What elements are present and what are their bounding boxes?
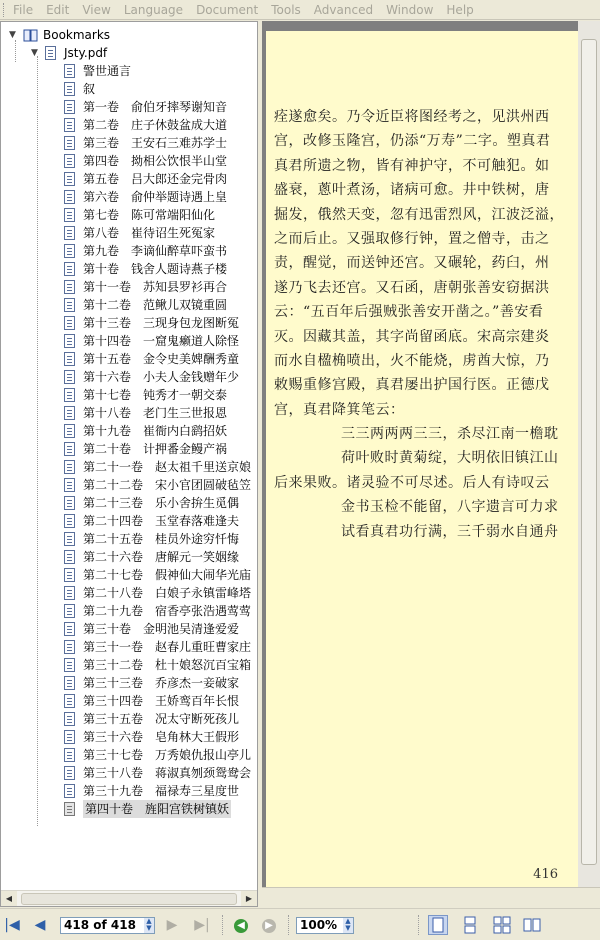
bookmark-item[interactable]	[1, 494, 257, 512]
bookmark-page-icon	[64, 604, 75, 618]
bookmark-item[interactable]	[1, 62, 257, 80]
bookmark-page-icon	[64, 622, 75, 636]
spin-icon[interactable]: ▲ ▼	[144, 918, 154, 933]
bookmark-label: 第十四卷 一窟鬼癞道人除怪	[83, 334, 240, 348]
bookmark-item[interactable]	[1, 800, 257, 818]
bookmark-item[interactable]	[1, 242, 257, 260]
menu-file[interactable]: File	[13, 2, 34, 17]
bookmark-page-icon	[64, 262, 75, 276]
bookmark-page-icon	[64, 514, 75, 528]
pdf-file-icon	[45, 46, 56, 60]
zoom-field[interactable]	[296, 917, 354, 934]
bookmark-page-icon	[64, 208, 75, 222]
text-line: 之而后止。又强取修行钟，置之僧寺，击之	[274, 230, 550, 247]
toolbar-separator	[222, 915, 224, 935]
poem-line: 试看真君功行满，三千弱水自通舟	[341, 523, 559, 540]
pdf-file-node[interactable]	[1, 44, 257, 62]
bookmark-item[interactable]	[1, 188, 257, 206]
collapse-icon[interactable]: ▼	[9, 30, 16, 40]
bookmark-page-icon	[64, 442, 75, 456]
menu-bar	[0, 0, 600, 20]
bookmarks-icon	[23, 29, 39, 42]
bookmark-page-icon	[64, 352, 75, 366]
bookmark-page-icon	[64, 136, 75, 150]
text-line: 掘发，俄然天变，忽有迅雷烈风，江波泛溢，	[274, 206, 564, 223]
menu-window[interactable]: Window	[386, 2, 434, 17]
bookmark-page-icon	[64, 748, 75, 762]
poem-line: 三三两两两三三，杀尽江南一檐耽	[341, 426, 559, 443]
text-line: 遂乃飞去还宫。又石函，唐朝张善安窃据洪	[274, 279, 550, 296]
menu-tools[interactable]: Tools	[271, 2, 301, 17]
facing-view-icon[interactable]	[492, 915, 512, 935]
bookmark-page-icon	[64, 190, 75, 204]
text-line: 宫，改修玉隆宫，仍添“万寿”二字。塑真君	[274, 133, 551, 150]
document-vertical-scrollbar[interactable]	[578, 21, 600, 887]
poem-line: 金书玉检不能留，八字遗言可力求	[341, 499, 559, 516]
bookmark-item[interactable]	[1, 782, 257, 800]
bookmark-item[interactable]	[1, 728, 257, 746]
single-page-view-icon[interactable]	[428, 915, 448, 935]
scroll-left-icon[interactable]: ◀	[1, 891, 17, 906]
spin-icon[interactable]: ▲ ▼	[343, 918, 353, 933]
bookmark-label: 第十九卷 崔衙内白鹞招妖	[83, 424, 228, 438]
previous-page-icon[interactable]: ◀	[34, 917, 46, 933]
bookmark-page-icon	[64, 478, 75, 492]
bookmark-label: 叙	[83, 82, 96, 96]
bookmark-page-icon	[64, 82, 75, 96]
menu-view[interactable]: View	[82, 2, 111, 17]
last-page-icon[interactable]: ▶|	[194, 917, 210, 933]
bookmark-label: 第三十八卷 蒋淑真刎颈鸳鸯会	[83, 766, 252, 780]
navigation-toolbar	[0, 908, 600, 940]
text-line: 责，醒觉，而送钟还宫。又碾轮，药臼，州	[274, 255, 550, 272]
bookmark-item[interactable]	[1, 584, 257, 602]
text-line: 而水自楹桷喷出，火不能烧，虏酋大惊，乃	[274, 352, 550, 369]
bookmark-label: 第四卷 拗相公饮恨半山堂	[83, 154, 228, 168]
menu-advanced[interactable]: Advanced	[313, 2, 374, 17]
bookmark-label: 第二十卷 计押番金鳗产祸	[83, 442, 228, 456]
bookmark-item[interactable]	[1, 80, 257, 98]
text-line: 云：“五百年后强贼张善安开凿之。”善安看	[274, 304, 544, 321]
toolbar-separator	[288, 915, 290, 935]
bookmark-label: 第七卷 陈可常端阳仙化	[83, 208, 216, 222]
bookmark-item[interactable]	[1, 368, 257, 386]
pdf-file-label: Jsty.pdf	[64, 46, 108, 60]
poem-line: 荷叶败时黄菊绽，大明依旧镇江山	[341, 450, 559, 467]
bookmark-page-icon	[64, 532, 75, 546]
bookmark-page-icon	[64, 460, 75, 474]
menu-language[interactable]: Language	[123, 2, 184, 17]
bookmark-label: 第六卷 俞仲举题诗遇上皇	[83, 190, 228, 204]
bookmarks-root-label: Bookmarks	[43, 28, 111, 42]
bookmark-item[interactable]	[1, 512, 257, 530]
bookmark-page-icon	[64, 658, 75, 672]
bookmark-label: 第十二卷 范鳅儿双镜重圆	[83, 298, 228, 312]
bookmark-page-icon	[64, 118, 75, 132]
bookmark-label: 第十一卷 苏知县罗衫再合	[83, 280, 228, 294]
page-text	[274, 105, 594, 544]
bookmark-page-icon	[64, 640, 75, 654]
bookmark-page-icon	[64, 154, 75, 168]
bookmark-item[interactable]	[1, 278, 257, 296]
bookmark-item[interactable]	[1, 530, 257, 548]
toolbar-separator	[418, 915, 420, 935]
bookmark-page-icon	[64, 766, 75, 780]
bookmark-item[interactable]	[1, 764, 257, 782]
bookmark-page-icon	[64, 730, 75, 744]
zoom-value: 100%	[300, 918, 338, 932]
bookmark-page-icon	[64, 316, 75, 330]
text-line: 真君所遗之物，皆有神护守，不可触犯。如	[274, 157, 550, 174]
bookmark-page-icon	[64, 388, 75, 402]
bookmark-label: 警世通言	[83, 64, 132, 78]
bookmark-page-icon	[64, 298, 75, 312]
bookmark-item[interactable]	[1, 134, 257, 152]
bookmark-page-icon	[64, 172, 75, 186]
page-number-field[interactable]	[60, 917, 155, 934]
bookmark-label: 第三十四卷 王娇鸾百年长恨	[83, 694, 240, 708]
bookmark-label: 第十卷 钱舍人题诗燕子楼	[83, 262, 228, 276]
bookmark-item[interactable]	[1, 296, 257, 314]
bookmark-item[interactable]	[1, 314, 257, 332]
text-line: 痊遂愈矣。乃令近臣将图经考之，见洪州西	[274, 109, 550, 125]
bookmark-page-icon	[64, 100, 75, 114]
bookmark-page-icon	[64, 370, 75, 384]
bookmark-page-icon	[64, 586, 75, 600]
bookmark-item[interactable]	[1, 656, 257, 674]
bookmark-page-icon	[64, 694, 75, 708]
bookmark-label: 第二十七卷 假神仙大闹华光庙	[83, 568, 252, 582]
bookmark-label: 第三卷 王安石三难苏学士	[83, 136, 228, 150]
page-number: 416	[533, 867, 558, 882]
bookmark-label: 第二十二卷 宋小官团圆破毡笠	[83, 478, 252, 492]
text-line: 敕赐重修宫殿，真君屡出护国行医。正德戊	[274, 377, 550, 394]
collapse-icon[interactable]: ▼	[31, 48, 38, 58]
bookmark-page-icon	[64, 550, 75, 564]
bookmark-page-icon	[64, 568, 75, 582]
bookmark-label: 第二十一卷 赵太祖千里送京娘	[83, 460, 252, 474]
bookmarks-tree	[1, 26, 257, 894]
scrollbar-thumb[interactable]	[581, 39, 597, 865]
bookmark-label: 第三十六卷 皂角林大王假形	[83, 730, 240, 744]
bookmark-label: 第二十四卷 玉堂春落难逢夫	[83, 514, 240, 528]
bookmark-item[interactable]	[1, 224, 257, 242]
bookmark-page-icon	[64, 676, 75, 690]
bookmark-page-icon	[64, 334, 75, 348]
bookmark-page-icon	[64, 784, 75, 798]
bookmark-page-icon	[64, 226, 75, 240]
first-page-icon[interactable]: |◀	[4, 917, 20, 933]
bookmark-label: 第十三卷 三现身包龙图断冤	[83, 316, 240, 330]
bookmark-label: 第四十卷 旌阳宫铁树镇妖	[85, 802, 230, 816]
continuous-view-icon[interactable]	[460, 915, 480, 935]
bookmark-item[interactable]	[1, 620, 257, 638]
bookmark-item[interactable]	[1, 692, 257, 710]
bookmark-item[interactable]	[1, 404, 257, 422]
bookmark-label: 第二十六卷 唐解元一笑姻缘	[83, 550, 240, 564]
bookmark-label: 第二十三卷 乐小舍拚生觅偶	[83, 496, 240, 510]
bookmark-item[interactable]	[1, 458, 257, 476]
bookmark-page-icon	[64, 712, 75, 726]
bookmark-page-icon	[64, 244, 75, 258]
bookmark-item[interactable]	[1, 422, 257, 440]
bookmark-item[interactable]	[1, 566, 257, 584]
bookmark-page-icon	[64, 496, 75, 510]
bookmark-label: 第十五卷 金令史美婢酬秀童	[83, 352, 240, 366]
bookmark-item[interactable]	[1, 206, 257, 224]
bookmark-item[interactable]	[1, 602, 257, 620]
bookmark-label: 第十八卷 老门生三世报恩	[83, 406, 228, 420]
bookmark-item[interactable]	[1, 332, 257, 350]
bookmark-item[interactable]	[1, 674, 257, 692]
page-number-value: 418 of 418	[64, 918, 136, 932]
bookmark-page-icon	[64, 406, 75, 420]
bookmark-list	[1, 62, 257, 818]
menu-document[interactable]: Document	[196, 2, 259, 17]
next-page-icon[interactable]: ▶	[166, 917, 178, 933]
bookmark-label: 第二十八卷 白娘子永镇雷峰塔	[83, 586, 252, 600]
menu-edit[interactable]: Edit	[46, 2, 70, 17]
bookmark-label: 第三十卷 金明池吴清逢爱爱	[83, 622, 240, 636]
bookmark-label: 第十七卷 钝秀才一朝交泰	[83, 388, 228, 402]
scroll-right-icon[interactable]: ▶	[241, 891, 257, 906]
bookmark-item[interactable]	[1, 98, 257, 116]
bookmark-item[interactable]	[1, 440, 257, 458]
scrollbar-thumb[interactable]	[21, 893, 237, 905]
bookmark-item[interactable]	[1, 152, 257, 170]
bookmarks-panel	[0, 21, 258, 907]
bookmark-label: 第二十五卷 桂员外途穷忏悔	[83, 532, 240, 546]
pdf-page[interactable]	[266, 31, 587, 888]
bookmarks-horizontal-scrollbar[interactable]	[1, 890, 257, 906]
bookmark-label: 第五卷 吕大郎还金完骨肉	[83, 172, 228, 186]
back-icon[interactable]: ◀	[234, 919, 248, 933]
bookmark-label: 第九卷 李谪仙醉草吓蛮书	[83, 244, 228, 258]
bookmarks-root[interactable]	[1, 26, 257, 44]
bookmark-label: 第三十七卷 万秀娘仇报山亭儿	[83, 748, 252, 762]
bookmark-item[interactable]	[1, 710, 257, 728]
bookmark-label: 第三十一卷 赵春儿重旺曹家庄	[83, 640, 252, 654]
bookmark-label: 第十六卷 小夫人金钱赠年少	[83, 370, 240, 384]
bookmark-item[interactable]	[1, 350, 257, 368]
bookmark-page-icon	[64, 64, 75, 78]
document-view[interactable]	[262, 21, 600, 907]
bookmark-item[interactable]	[1, 116, 257, 134]
bookmark-label: 第三十二卷 杜十娘怒沉百宝箱	[83, 658, 252, 672]
bookmark-item[interactable]	[1, 476, 257, 494]
continuous-facing-view-icon[interactable]	[522, 915, 542, 935]
bookmark-label: 第三十五卷 况太守断死孩儿	[83, 712, 240, 726]
bookmark-page-icon	[64, 424, 75, 438]
text-line: 宫，真君降箕笔云：	[274, 401, 405, 418]
bookmark-label: 第二卷 庄子休鼓盆成大道	[83, 118, 228, 132]
forward-icon[interactable]: ▶	[262, 919, 276, 933]
bookmark-item[interactable]	[1, 386, 257, 404]
bookmark-label: 第二十九卷 宿香亭张浩遇莺莺	[83, 604, 252, 618]
text-line: 盛衰，蔥叶煮汤，诸病可愈。井中铁树，唐	[274, 182, 550, 199]
bookmark-label: 第一卷 俞伯牙摔琴谢知音	[83, 100, 228, 114]
bookmark-item[interactable]	[1, 638, 257, 656]
bookmark-label: 第三十三卷 乔彦杰一妾破家	[83, 676, 240, 690]
bookmark-item[interactable]	[1, 170, 257, 188]
bookmark-label: 第八卷 崔待诏生死冤家	[83, 226, 216, 240]
bookmark-item[interactable]	[1, 548, 257, 566]
bookmark-page-icon	[64, 280, 75, 294]
text-line: 后来果败。诸灵验不可尽述。后人有诗叹云	[274, 474, 550, 491]
bookmark-item[interactable]	[1, 260, 257, 278]
bookmark-page-icon	[64, 802, 75, 816]
menu-help[interactable]: Help	[446, 2, 474, 17]
text-line: 灭。因藏其盖，其字尚留函底。宋高宗建炎	[274, 328, 550, 345]
document-horizontal-scrollbar[interactable]	[262, 887, 600, 907]
bookmark-label: 第三十九卷 福禄寿三星度世	[83, 784, 240, 798]
bookmark-item[interactable]	[1, 746, 257, 764]
toolbar-grip	[3, 3, 7, 17]
